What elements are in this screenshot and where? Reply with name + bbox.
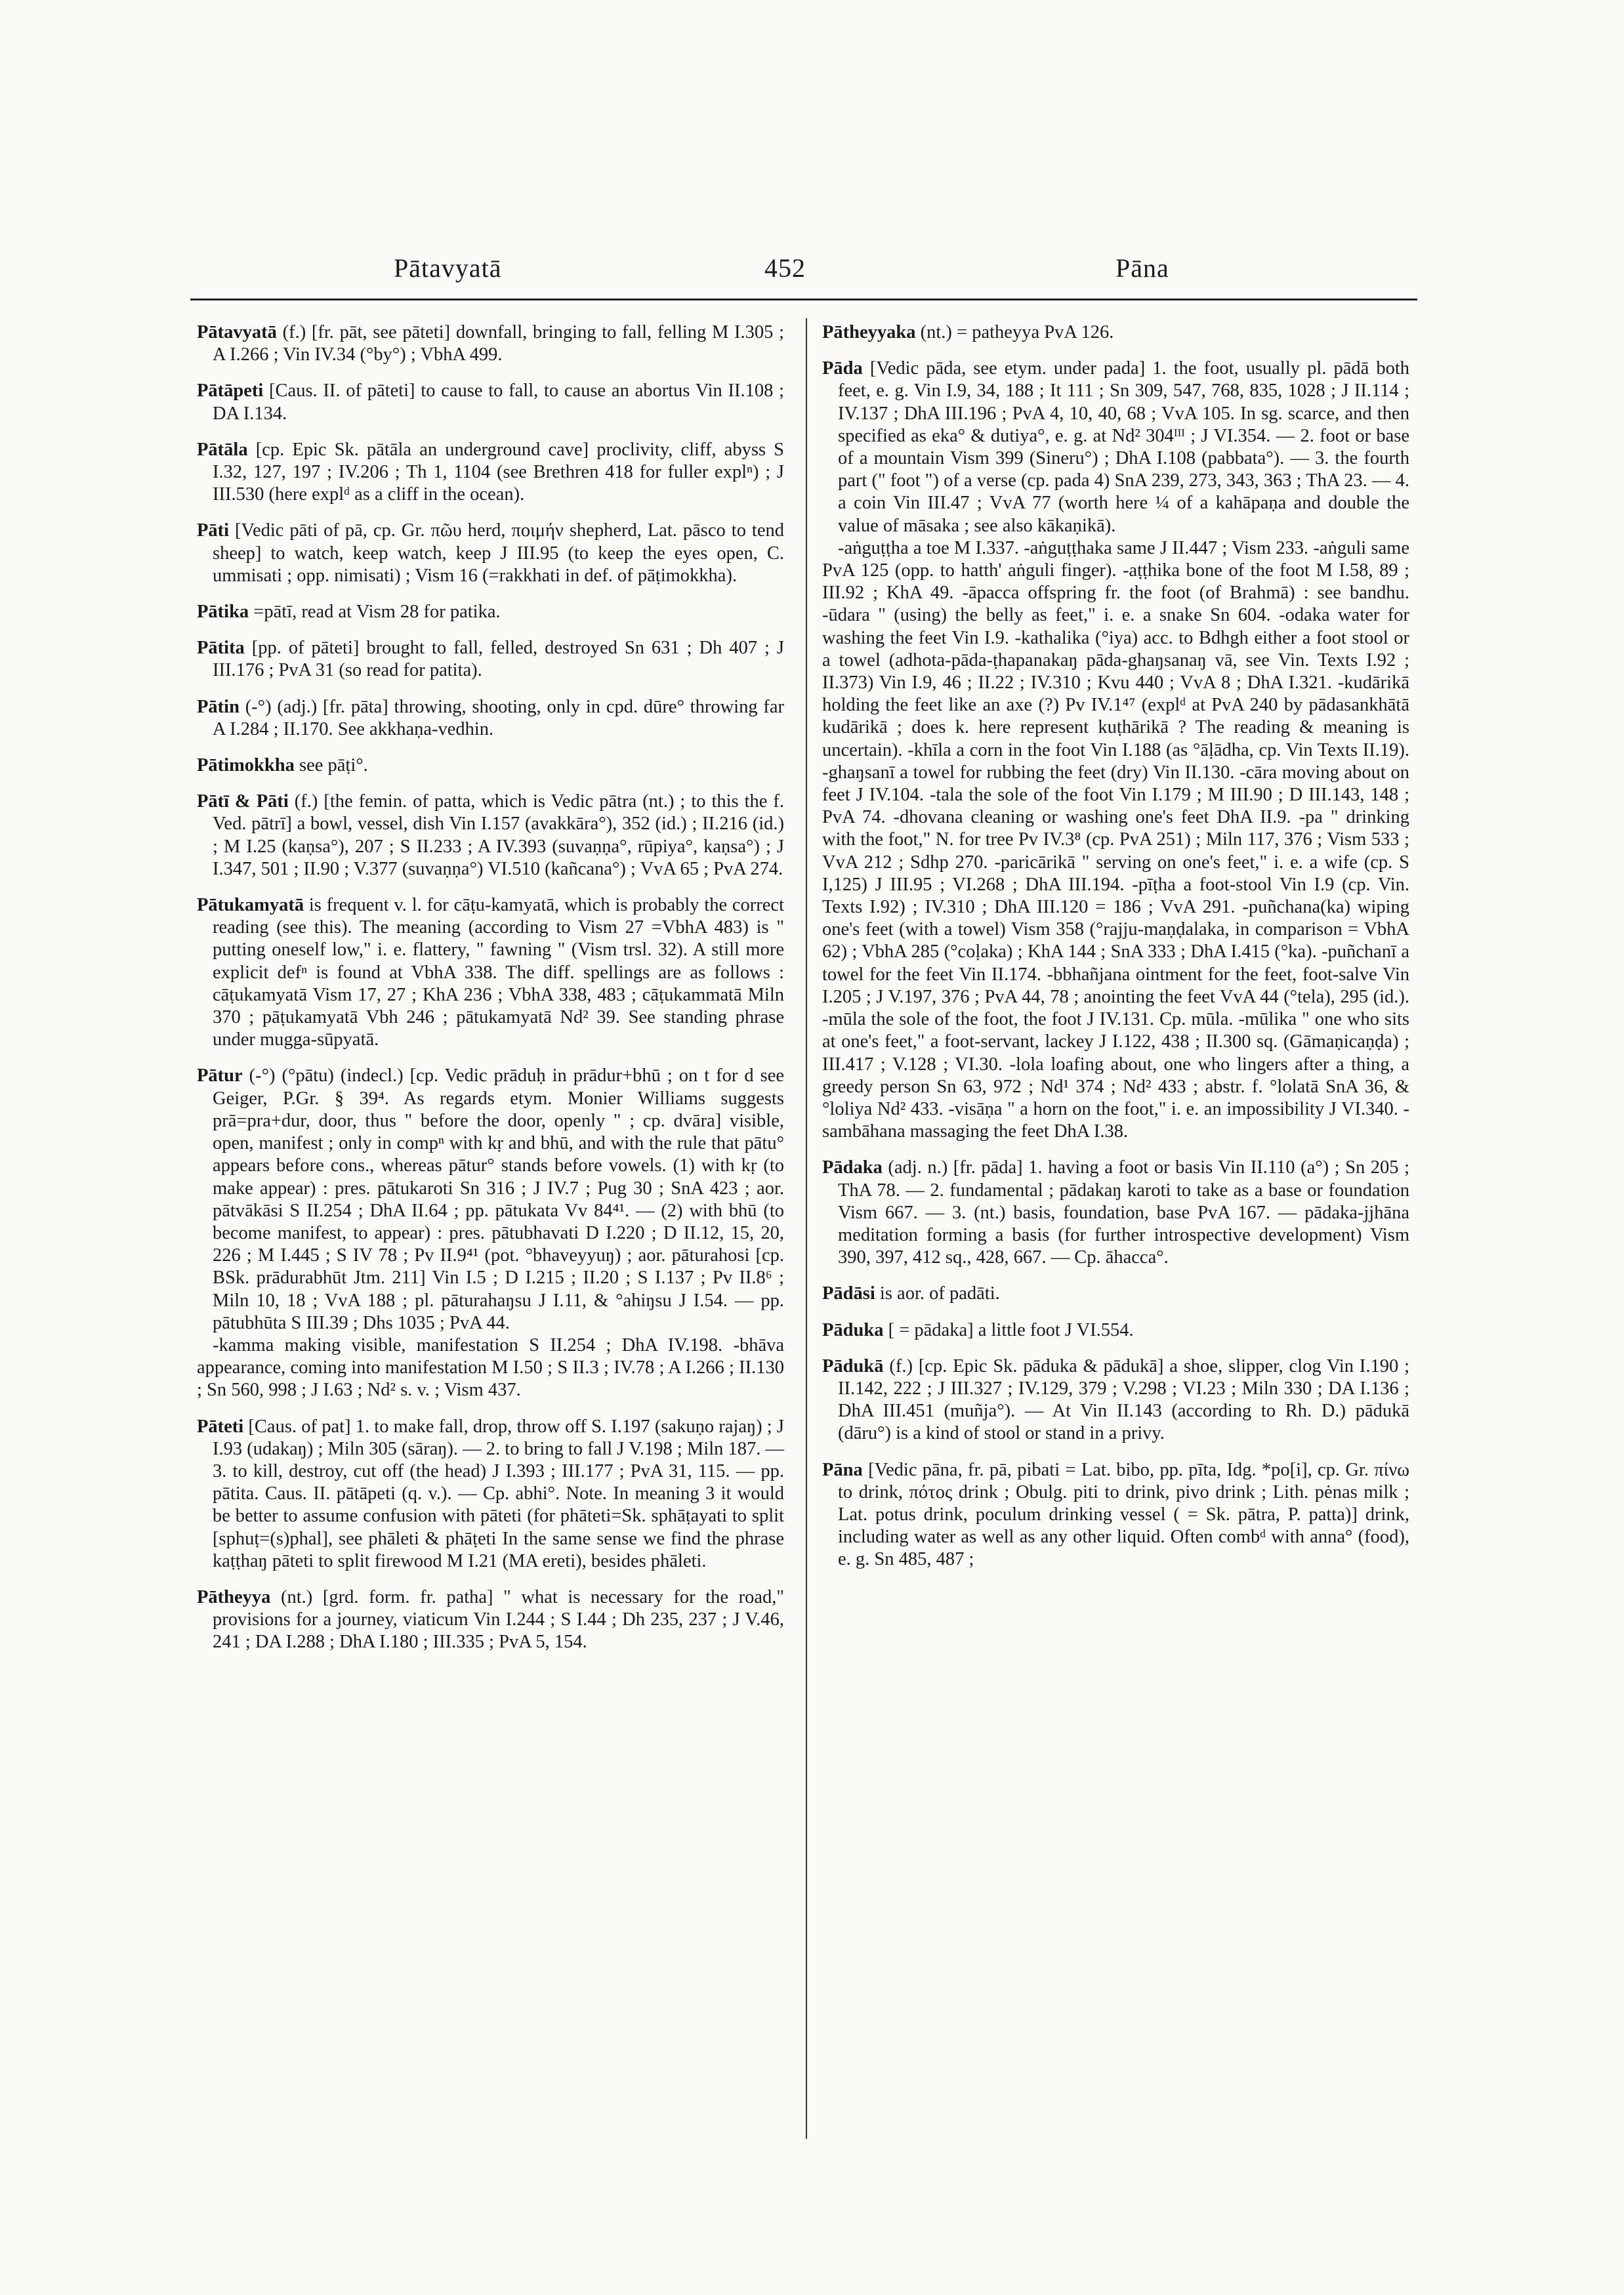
entry-paduka-f — [822, 1355, 1409, 1445]
entry-patur-compounds: -kamma making visible, manifestation S II.254 ; DhA IV.198. -bhāva appearance, coming into manifestation M I.50 ; S II.3 ; IV.78 ; A I.266 ; II.130 ; Sn 560, 998 ; J I.63 ; Nd² s. v. ; Vism 437. — [197, 1334, 784, 1401]
entry-patukamyata — [197, 894, 784, 1051]
entry-patheyyaka — [822, 321, 1409, 344]
entry-padasi — [822, 1283, 1409, 1305]
entry-patavyata — [197, 321, 784, 366]
entry-patheyya — [197, 1586, 784, 1654]
entry-patimokkha — [197, 755, 784, 777]
left-running-head: Pātavyatā — [394, 253, 502, 283]
entry-text: (adj. n.) [fr. pāda] 1. having a foot or basis Vin II.110 (a°) ; Sn 205 ; ThA 78. — 2. fundamental ; pādakaŋ karoti to take as a base or foundation Vism 667. — 3. (nt.) basis, foundation, base PvA 167. — pādaka-jjhāna meditation forming a basis (for further introspective development) Vism 390, 397, 412 sq., 428, 667. — Cp. āhacca°. — [838, 1157, 1409, 1268]
entry-pati-pati — [197, 791, 784, 880]
entry-text: (nt.) [grd. form. fr. patha] " what is necessary for the road," provisions for a journey, viaticum Vin I.244 ; S I.44 ; Dh 235, 237 ; J V.46, 241 ; DA I.288 ; DhA I.180 ; III.335 ; PvA 5, 154. — [213, 1586, 784, 1653]
header-rule — [190, 299, 1417, 300]
headword: Pātavyatā — [197, 322, 277, 342]
headword: Pāduka — [822, 1319, 884, 1340]
headword: Pātika — [197, 602, 249, 623]
entry-text: [Vedic pāti of pā, cp. Gr. πῶυ herd, ποιμήν shepherd, Lat. pāsco to tend sheep] to watch, keep watch, keep J III.95 (to keep the eyes open, C. ummisati ; opp. nimisati) ; Vism 16 (=rakkhati in def. of pāṭimokkha). — [213, 520, 784, 586]
right-running-head: Pāna — [1115, 253, 1169, 283]
headword: Pātāpeti — [197, 381, 264, 402]
entry-pana — [822, 1459, 1409, 1571]
entry-text: (-°) (°pātu) (indecl.) [cp. Vedic prāduḥ in prādur+bhū ; on t for d see Geiger, P.Gr. § 39⁴. As regards etym. Monier Williams suggests prā=pra+dur, door, thus " before the door, openly " ; cp. dvāra] visible, open, manifest ; only in compⁿ with kṛ and bhū, and with the rule that pātu° appears before cons., whereas pātur° stands before vowels. (1) with kṛ (to make appear) : pres. pātukaroti Sn 316 ; J IV.7 ; Pug 30 ; SnA 423 ; aor. pātvākāsi S II.254 ; DhA II.64 ; pp. pātukata Vv 84⁴¹. — (2) with bhū (to become manifest, to appear) : pres. pātubhavati D I.220 ; D II.12, 15, 20, 226 ; M I.445 ; S IV 78 ; Pv II.9⁴¹ (pot. °bhaveyyuŋ) ; aor. pāturahosi [cp. BSk. prādurabhūt Jtm. 211] Vin I.5 ; D I.215 ; II.20 ; S I.137 ; Pv II.8⁶ ; Miln 10, 18 ; VvA 188 ; pl. pāturahaŋsu J I.11, & °ahiŋsu J I.54. — pp. pātubhūta S III.39 ; Dhs 1035 ; PvA 44. — [213, 1065, 784, 1333]
page-header — [0, 253, 1624, 305]
entry-text: see pāṭi°. — [294, 755, 368, 776]
page-number: 452 — [764, 253, 806, 283]
entry-text: (-°) (adj.) [fr. pāta] throwing, shooting, only in cpd. dūre° throwing far A I.284 ; II.170. See akkhaṇa-vedhin. — [213, 696, 784, 739]
entry-pateti — [197, 1416, 784, 1573]
entry-text: [Caus. of pat] 1. to make fall, drop, throw off S. I.197 (sakuṇo rajaŋ) ; J I.93 (udakaŋ) ; Miln 305 (sāraŋ). — 2. to bring to fall J V.198 ; Miln 187. — 3. to kill, destroy, cut off (the head) J I.393 ; III.177 ; PvA 31, 115. — pp. pātita. Caus. II. pātāpeti (q. v.). — Cp. abhi°. Note. In meaning 3 it would be better to assume confusion with pāteti (for phāteti=Sk. sphāṭayati to split [sphuṭ=(s)phal], see phāleti & phāṭeti In the same sense we find the phrase kaṭṭhaŋ pāteti to split firewood M I.21 (MA ereti), besides phāleti. — [213, 1416, 784, 1571]
headword: Pātita — [197, 638, 245, 659]
entry-patapeti — [197, 380, 784, 424]
entry-text: [cp. Epic Sk. pātāla an underground cave] proclivity, cliff, abyss S I.32, 127, 197 ; IV.206 ; Th 1, 1104 (see Brethren 418 for fuller explⁿ) ; J III.530 (here explᵈ as a cliff in the ocean). — [213, 439, 784, 505]
left-column — [197, 321, 784, 1668]
entry-pati — [197, 520, 784, 587]
headword: Pāteti — [197, 1416, 244, 1437]
entry-patita — [197, 637, 784, 682]
entry-text: (nt.) = patheyya PvA 126. — [915, 322, 1114, 342]
entry-text: is frequent v. l. for cāṭu-kamyatā, which is probably the correct reading (see this). The meaning (according to Vism 27 =VbhA 483) is " putting oneself low," i. e. flattery, " fawning " (Vism trsl. 32). A still more explicit defⁿ is found at VbhA 338. The diff. spellings are as follows : cāṭukamyatā Vism 17, 27 ; KhA 236 ; VbhA 338, 483 ; cāṭukammatā Miln 370 ; pāṭukamyatā Vbh 246 ; pātukamyatā Nd² 39. See standing phrase under mugga-sūpyatā. — [213, 895, 784, 1050]
entry-patala — [197, 439, 784, 507]
entry-text: is aor. of padāti. — [875, 1283, 1000, 1304]
entry-text: [Caus. II. of pāteti] to cause to fall, to cause an abortus Vin II.108 ; DA I.134. — [213, 381, 784, 424]
entry-text: (f.) [the femin. of patta, which is Vedic pātra (nt.) ; to this the f. Ved. pātrī] a bowl, vessel, dish Vin I.157 (avakkāra°), 352 (id.) ; II.216 (id.) ; M I.25 (kaṇsa°), 207 ; S II.233 ; A IV.393 (suvaṇṇa°, rūpiya°, kaṇsa°) ; J I.347, 501 ; II.90 ; V.377 (suvaṇṇa°) VI.510 (kañcana°) ; VvA 65 ; PvA 274. — [213, 791, 784, 879]
headword: Pātukamyatā — [197, 895, 304, 916]
entry-padaka — [822, 1157, 1409, 1269]
headword: Pāna — [822, 1459, 863, 1480]
headword: Pātimokkha — [197, 755, 295, 776]
headword: Pātin — [197, 696, 239, 717]
entry-text: (f.) [fr. pāt, see pāteti] downfall, bringing to fall, felling M I.305 ; A I.266 ; Vin IV.34 (°by°) ; VbhA 499. — [213, 322, 784, 365]
entry-text: [pp. of pāteti] brought to fall, felled, destroyed Sn 631 ; Dh 407 ; J III.176 ; PvA 31 (so read for patita). — [213, 638, 784, 681]
entry-pada — [822, 358, 1409, 537]
entry-patika — [197, 601, 784, 623]
entry-text: [Vedic pāna, fr. pā, pibati = Lat. bibo, pp. pīta, Idg. *po[i], cp. Gr. πίνω to drink, πότος drink ; Obulg. piti to drink, pivo drink ; Lith. pėnas milk ; Lat. potus drink, poculum drinking vessel ( = Sk. pātra, P. patta)] drink, including water as well as any other liquid. Often combᵈ with anna° (food), e. g. Sn 485, 487 ; — [838, 1459, 1409, 1570]
headword: Pādukā — [822, 1355, 884, 1376]
headword: Pāda — [822, 358, 863, 379]
headword: Pātur — [197, 1065, 243, 1086]
headword: Pātheyya — [197, 1586, 271, 1607]
headword: Pātī & Pāti — [197, 791, 289, 812]
right-column — [822, 321, 1409, 1585]
headword: Pāti — [197, 520, 230, 541]
headword: Pādāsi — [822, 1283, 875, 1304]
entry-patur — [197, 1065, 784, 1334]
column-divider — [806, 318, 807, 2139]
entry-paduka — [822, 1319, 1409, 1342]
entry-patin — [197, 696, 784, 741]
entry-text: [ = pādaka] a little foot J VI.554. — [883, 1319, 1134, 1340]
headword: Pātheyyaka — [822, 322, 916, 342]
headword: Pātāla — [197, 439, 248, 460]
headword: Pādaka — [822, 1157, 883, 1178]
entry-text: (f.) [cp. Epic Sk. pāduka & pādukā] a shoe, slipper, clog Vin I.190 ; II.142, 222 ; J III.327 ; IV.129, 379 ; V.298 ; VI.23 ; Miln 330 ; DA I.136 ; DhA III.451 (muñja°). — At Vin II.143 (according to Rh. D.) pādukā (dāru°) is a kind of stool or stand in a privy. — [838, 1355, 1409, 1444]
entry-text: =pātī, read at Vism 28 for patika. — [249, 602, 501, 623]
entry-text: [Vedic pāda, see etym. under pada] 1. the foot, usually pl. pādā both feet, e. g. Vin I.9, 34, 188 ; It 111 ; Sn 309, 547, 768, 835, 1028 ; J II.114 ; IV.137 ; DhA III.196 ; PvA 4, 10, 40, 68 ; VvA 105. In sg. scarce, and then specified as eka° & dutiya°, e. g. at Nd² 304ᴵᴵᴵ ; J VI.354. — 2. foot or base of a mountain Vism 399 (Sineru°) ; DhA I.108 (pabbata°). — 3. the fourth part (" foot ") of a verse (cp. pada 4) SnA 239, 273, 343, 363 ; ThA 23. — 4. a coin Vin III.47 ; VvA 77 (worth here ¼ of a kahāpaṇa and double the value of māsaka ; see also kākaṇikā). — [838, 358, 1409, 536]
entry-pada-compounds: -aṅguṭṭha a toe M I.337. -aṅguṭṭhaka same J II.447 ; Vism 233. -aṅguli same PvA 125 (opp. to hatth' aṅguli finger). -aṭṭhika bone of the foot M I.58, 89 ; III.92 ; KhA 49. -āpacca offspring fr. the foot (of Brahmā) : see bandhu. -ūdara " (using) the belly as feet," i. e. a snake Sn 604. -odaka water for washing the feet Vin I.9. -kathalika (°iya) acc. to Bdhgh either a foot stool or a towel (adhota-pāda-ṭhapanakaŋ pāda-ghaŋsanaŋ vā, see Vin. Texts I.92 ; II.373) Vin I.9, 46 ; II.22 ; IV.310 ; Kvu 440 ; VvA 8 ; DhA I.321. -kudārikā holding the feet like an axe (?) Pv IV.1⁴⁷ (explᵈ at PvA 240 by pādasankhātā kudārikā ; does k. here represent kuṭhārikā ? The reading & meaning is uncertain). -khīla a corn in the foot Vin I.188 (as °āḷādha, cp. Vin Texts II.19). -ghaŋsanī a towel for rubbing the feet (dry) Vin II.130. -cāra moving about on feet J IV.104. -tala the sole of the foot Vin I.179 ; M III.90 ; D III.143, 148 ; PvA 74. -dhovana cleaning or washing one's feet DhA II.9. -pa " drinking with the foot," N. for tree Pv IV.3⁸ (cp. PvA 251) ; Miln 117, 376 ; Vism 533 ; VvA 212 ; Sdhp 270. -paricārikā " serving on one's feet," i. e. a wife (cp. S I,125) J III.95 ; VI.268 ; DhA III.194. -pīṭha a foot-stool Vin I.9 (cp. Vin. Texts I.92) ; IV.310 ; DhA III.120 = 186 ; VvA 291. -puñchana(ka) wiping one's feet (with a towel) Vism 358 (°rajju-maṇḍalaka, in comparison = VbhA 62) ; VbhA 285 (°coḷaka) ; KhA 144 ; SnA 333 ; DhA I.415 (°ka). -puñchanī a towel for the feet Vin II.174. -bbhañjana ointment for the feet, foot-salve Vin I.205 ; J V.197, 376 ; PvA 44, 78 ; anointing the feet VvA 44 (°tela), 295 (id.). -mūla the sole of the foot, the foot J IV.131. Cp. mūla. -mūlika " one who sits at one's feet," a foot-servant, lackey J I.122, 438 ; II.300 sq. (Gāmaṇicaṇḍa) ; III.417 ; V.128 ; VI.30. -lola loafing about, one who lingers after a thing, a greedy person Sn 63, 972 ; Nd¹ 374 ; Nd² 433 ; abstr. f. °lolatā SnA 36, & °loliya Nd² 433. -visāṇa " a horn on the foot," i. e. an impossibility J VI.340. -sambāhana massaging the feet DhA I.38. — [822, 537, 1409, 1142]
